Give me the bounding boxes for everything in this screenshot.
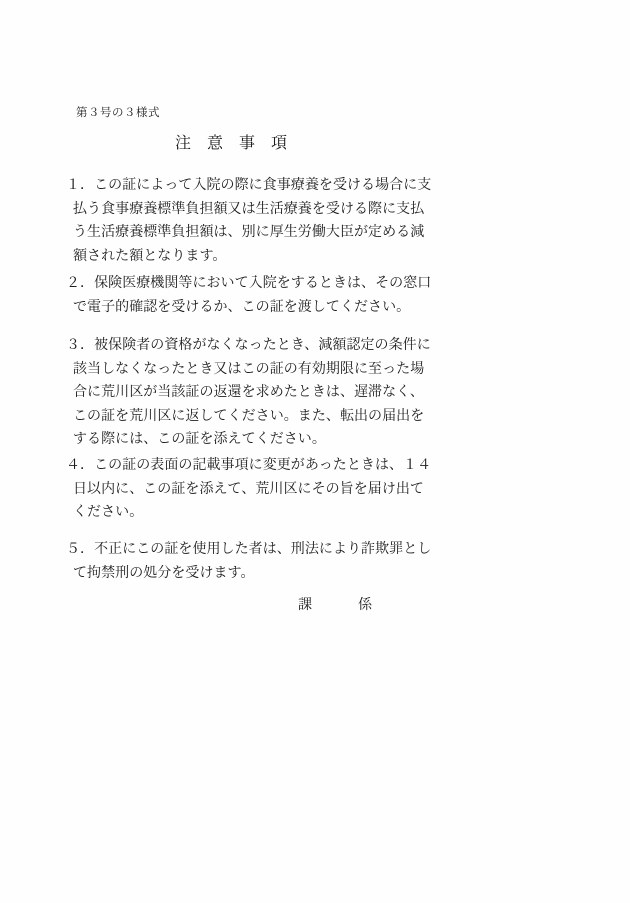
notice-line: ください。 xyxy=(73,505,144,520)
notice-line: ５．不正にこの証を使用した者は、刑法により詐欺罪とし xyxy=(66,542,432,557)
notice-line: 該当しなくなったとき又はこの証の有効期限に至った場 xyxy=(73,361,425,377)
form-number-label: 第３号の３様式 xyxy=(76,107,160,119)
notice-item-2 xyxy=(0,272,630,319)
notice-line: て拘禁刑の処分を受けます。 xyxy=(73,565,255,581)
notice-item-1 xyxy=(0,174,630,268)
page-title: 注 意 事 項 xyxy=(175,135,288,152)
notice-line: ４．この証の表面の記載事項に変更があったときは、１４ xyxy=(66,458,432,473)
section-label: 課 xyxy=(298,598,312,613)
notice-line: ３．被保険者の資格がなくなったとき、減額認定の条件に xyxy=(66,338,431,353)
notice-line: ２．保険医療機関等において入院をするときは、その窓口 xyxy=(66,276,432,291)
notice-item-4 xyxy=(0,454,630,525)
notice-line: 日以内に、この証を添えて、荒川区にその旨を届け出て xyxy=(73,481,424,497)
clerk-label: 係 xyxy=(358,598,372,613)
notice-line: で電子的確認を受けるか、この証を渡してください。 xyxy=(73,299,411,315)
notice-line: する際には、この証を添えてください。 xyxy=(73,432,326,447)
notice-line: この証を荒川区に返してください。また、転出の届出を xyxy=(73,408,425,424)
notice-item-3 xyxy=(0,334,630,452)
notice-line: 額された額となります。 xyxy=(73,248,227,264)
office-use-labels xyxy=(298,594,372,618)
notice-line: 合に荒川区が当該証の返還を求めたときは、遅滞なく、 xyxy=(73,385,424,400)
notice-line: 払う食事療養標準負担額又は生活療養を受ける際に支払 xyxy=(73,201,425,217)
notice-line: １．この証によって入院の際に食事療養を受ける場合に支 xyxy=(66,178,432,193)
notice-line: う生活療養標準負担額は、別に厚生労働大臣が定める減 xyxy=(73,225,425,240)
notice-item-5 xyxy=(0,538,630,585)
